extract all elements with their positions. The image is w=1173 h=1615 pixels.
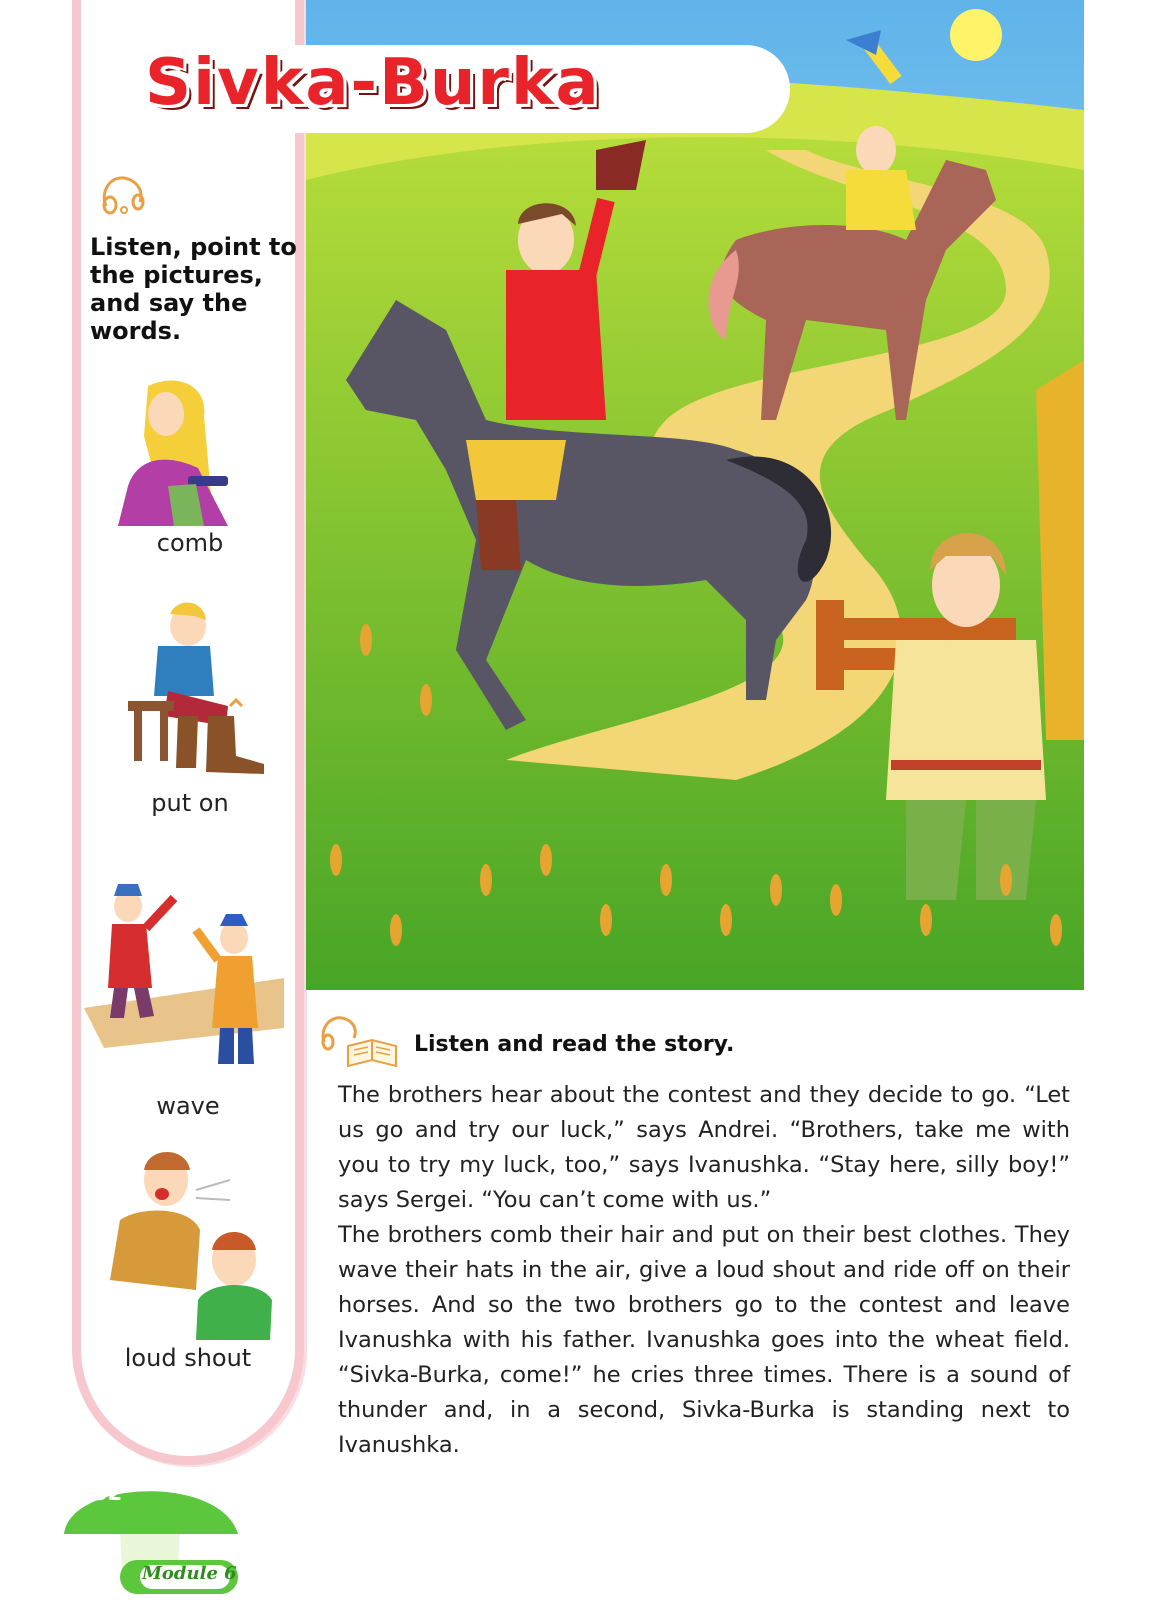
- page-number: 32: [93, 1481, 123, 1505]
- story-text: [338, 1078, 1070, 1463]
- put-on-picture: [118, 596, 268, 776]
- vocab-label-loud-shout: loud shout: [124, 1344, 252, 1372]
- vocab-label-wave: wave: [156, 1092, 220, 1120]
- page-title: Sivka-Burka: [145, 46, 601, 120]
- story-paragraph: The brothers hear about the contest and they decide to go. “Let us go and try our luck,” says Andrei. “Brothers, take me with you to try my luck, too,” says Ivanushka. “Stay here, silly boy!” says Sergei. “You can’t come with us.”: [338, 1082, 1070, 1213]
- loud-shout-picture: [100, 1140, 280, 1340]
- mushroom-page-badge-icon: [60, 1470, 240, 1615]
- wave-picture: [84, 878, 284, 1078]
- vocab-label-comb: comb: [156, 529, 224, 557]
- comb-picture: [108, 376, 258, 526]
- listen-read-icon: [318, 1012, 398, 1068]
- module-label: Module 6: [142, 1563, 237, 1584]
- story-paragraph: The brothers comb their hair and put on their best clothes. They wave their hats in the air, give a loud shout and ride off on their horses. And so the two brothers go to the contest and leave Ivanushka with his father. Ivanushka goes into the wheat field. “Sivka-Burka, come!” he cries three times. There is a sound of thunder and, in a second, Sivka-Burka is standing next to Ivanushka.: [338, 1222, 1070, 1458]
- headphones-icon: [98, 172, 150, 218]
- vocab-label-put-on: put on: [151, 789, 229, 817]
- story-heading: Listen and read the story.: [414, 1032, 735, 1057]
- story-illustration: [306, 0, 1084, 990]
- listen-instruction: Listen, point to the pictures, and say the words.: [90, 233, 297, 345]
